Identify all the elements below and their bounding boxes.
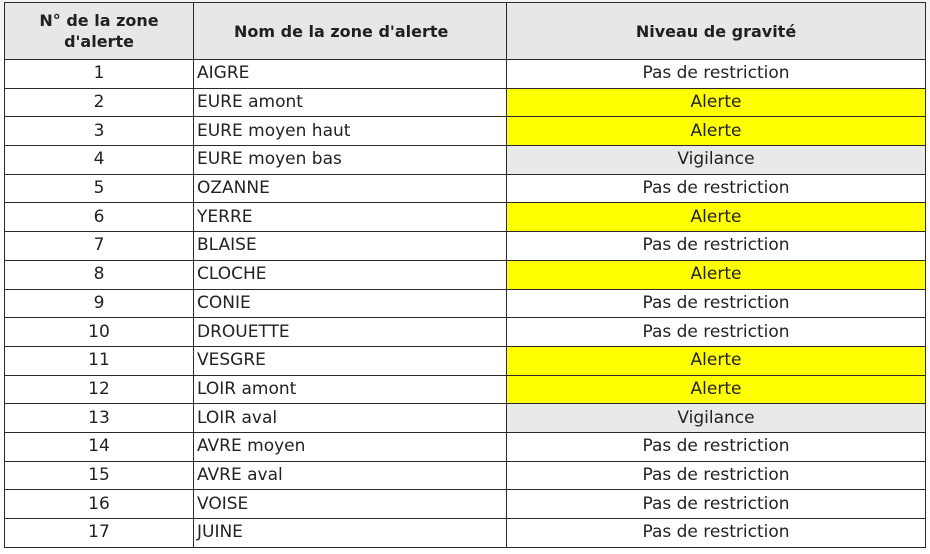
zone-number-cell: 5 — [5, 174, 194, 203]
table-row — [5, 289, 926, 318]
table-row — [5, 490, 926, 519]
zone-number-cell: 12 — [5, 375, 194, 404]
severity-level-cell: Alerte — [507, 260, 926, 289]
zone-number-cell: 17 — [5, 519, 194, 548]
zone-number-cell: 11 — [5, 346, 194, 375]
severity-level-cell: Pas de restriction — [507, 519, 926, 548]
table-row — [5, 60, 926, 89]
table-header-row — [5, 3, 926, 60]
zone-name-cell: EURE moyen haut — [194, 117, 507, 146]
table-row — [5, 432, 926, 461]
table-body — [5, 60, 926, 548]
zone-name-cell: CLOCHE — [194, 260, 507, 289]
zone-number-cell: 1 — [5, 60, 194, 89]
zone-number-cell: 15 — [5, 461, 194, 490]
severity-level-cell: Alerte — [507, 346, 926, 375]
severity-level-cell: Alerte — [507, 203, 926, 232]
zone-name-cell: EURE moyen bas — [194, 146, 507, 175]
table-row — [5, 203, 926, 232]
severity-level-cell: Alerte — [507, 375, 926, 404]
zone-name-cell: YERRE — [194, 203, 507, 232]
zone-name-cell: EURE amont — [194, 88, 507, 117]
severity-level-cell: Vigilance — [507, 146, 926, 175]
table-row — [5, 260, 926, 289]
zone-number-cell: 16 — [5, 490, 194, 519]
severity-level-cell: Vigilance — [507, 404, 926, 433]
severity-level-cell: Pas de restriction — [507, 60, 926, 89]
table-row — [5, 404, 926, 433]
zone-name-cell: AVRE aval — [194, 461, 507, 490]
table-row — [5, 174, 926, 203]
severity-level-cell: Pas de restriction — [507, 232, 926, 261]
zone-name-cell: JUINE — [194, 519, 507, 548]
zone-name-cell: DROUETTE — [194, 318, 507, 347]
zone-number-cell: 14 — [5, 432, 194, 461]
zone-number-cell: 4 — [5, 146, 194, 175]
table-row — [5, 117, 926, 146]
zone-name-cell: AVRE moyen — [194, 432, 507, 461]
zone-number-cell: 7 — [5, 232, 194, 261]
zone-number-cell: 13 — [5, 404, 194, 433]
zone-name-cell: AIGRE — [194, 60, 507, 89]
zone-number-cell: 3 — [5, 117, 194, 146]
zone-name-cell: VESGRE — [194, 346, 507, 375]
severity-level-cell: Pas de restriction — [507, 432, 926, 461]
zone-number-cell: 9 — [5, 289, 194, 318]
zone-name-cell: CONIE — [194, 289, 507, 318]
table-row — [5, 375, 926, 404]
zone-number-cell: 8 — [5, 260, 194, 289]
zone-name-cell: BLAISE — [194, 232, 507, 261]
table-row — [5, 232, 926, 261]
zone-number-cell: 2 — [5, 88, 194, 117]
zone-name-cell: LOIR aval — [194, 404, 507, 433]
header-severity: Niveau de gravité — [507, 3, 926, 60]
zone-name-cell: OZANNE — [194, 174, 507, 203]
severity-level-cell: Pas de restriction — [507, 318, 926, 347]
alert-zones-table — [4, 2, 926, 548]
severity-level-cell: Alerte — [507, 117, 926, 146]
header-zone-name: Nom de la zone d'alerte — [194, 3, 507, 60]
severity-level-cell: Pas de restriction — [507, 461, 926, 490]
table-row — [5, 346, 926, 375]
zone-number-cell: 10 — [5, 318, 194, 347]
severity-level-cell: Pas de restriction — [507, 289, 926, 318]
severity-level-cell: Alerte — [507, 88, 926, 117]
zone-name-cell: VOISE — [194, 490, 507, 519]
header-zone-number: N° de la zone d'alerte — [5, 3, 194, 60]
severity-level-cell: Pas de restriction — [507, 174, 926, 203]
severity-level-cell: Pas de restriction — [507, 490, 926, 519]
table-row — [5, 461, 926, 490]
table-row — [5, 146, 926, 175]
table-row — [5, 88, 926, 117]
zone-name-cell: LOIR amont — [194, 375, 507, 404]
table-row — [5, 318, 926, 347]
zone-number-cell: 6 — [5, 203, 194, 232]
table-row — [5, 519, 926, 548]
